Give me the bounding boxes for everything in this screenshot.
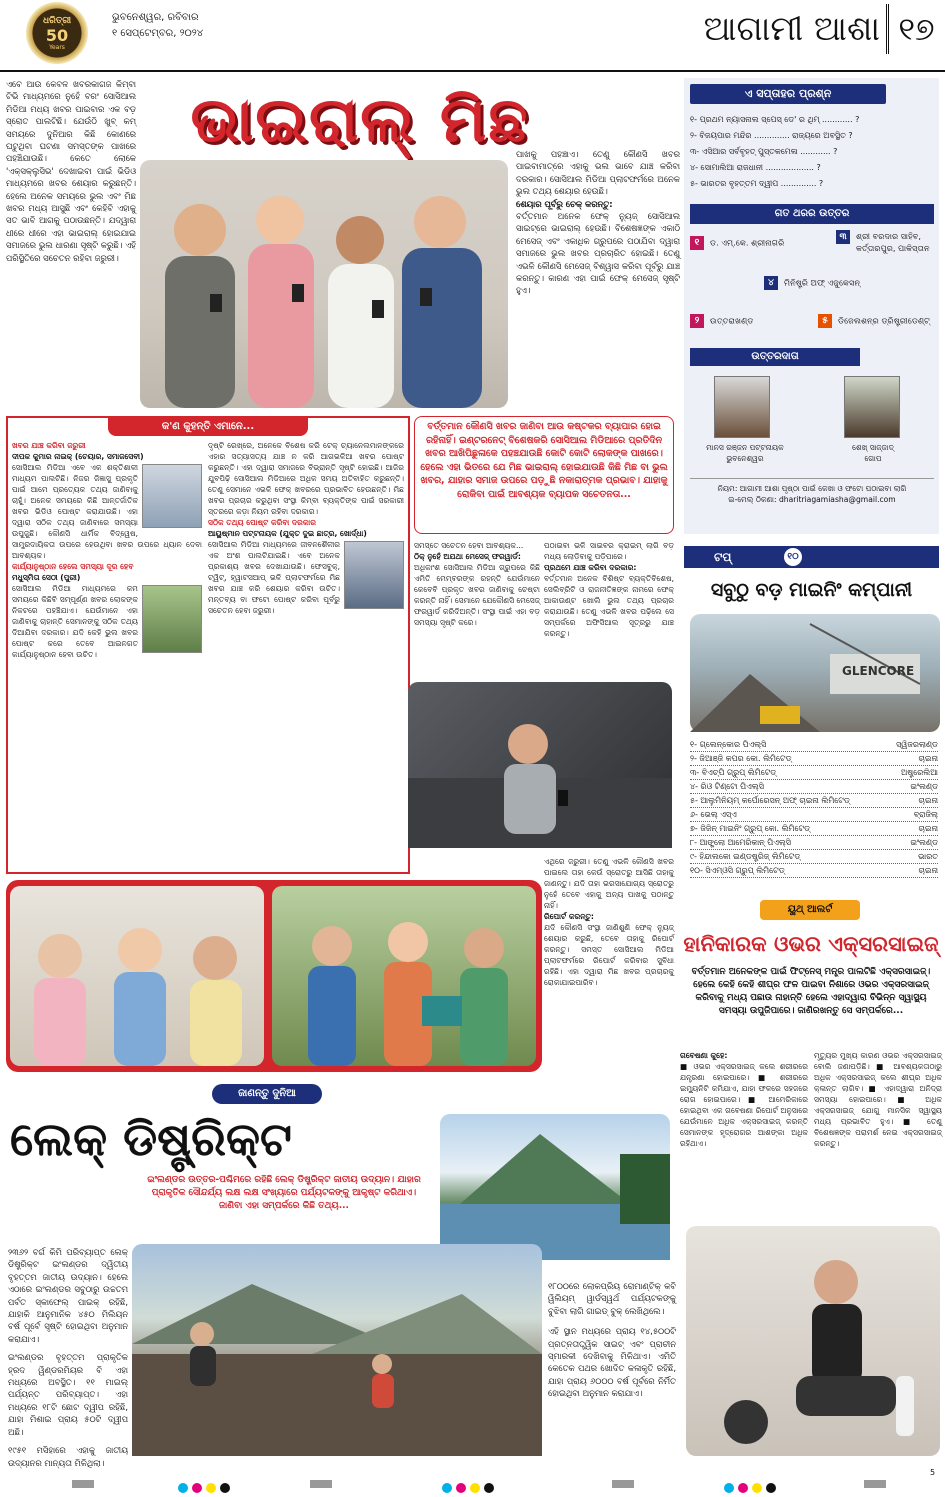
pullquote: ବର୍ତ୍ତମାନ କୌଣସି ଖବର ଜାଣିବା ଆଉ କଷ୍ଟକର ବ୍ୟାପାର ହୋଇ ରହିନାହିଁ। ଇଣ୍ଟରନେଟ୍ ବିଶେଷକରି ସୋସିଆଲ ମିଡିଆରେ ପ୍ରତିଦିନ ଖବର ଆଖିପିଛୁଳାକେ ପହଞ୍ଚଯାଉଛି କୋଟି କୋଟି ଲୋକଙ୍କ ପାଖରେ। ହେଲେ ଏହା ଭିତରେ ଯେ ମିଛ ଭାଇରାଲ୍ ହୋଇଯାଉଛି କିଛି ମିଛ ବା ଭୁଲ ଖବର, ଯାହାର ସମାଜ ଉପରେ ପଡ଼ୁଛି ନକାରାତ୍ମକ ପ୍ରଭାବ। ଯାହାକୁ ରୋକିବା ପାଇଁ ଆବଶ୍ୟକ ବ୍ୟାପକ ସଚେତନତା... <box>414 416 674 534</box>
answer-text: ଡ. ଏମ୍.କେ. ଶ୍ରୀନାଗରି <box>710 237 785 248</box>
answer-number: ୩ <box>836 230 850 244</box>
submission-note <box>690 478 934 505</box>
quiz-panel <box>684 78 939 534</box>
person3-quote: ସୋସିଆଲ ମିଡିଆ ମାଧ୍ୟମରେ ଜୀବନଶୈଳୀର ଏକ ଅଂଶ ପାଲଟିଯାଇଛି। ଏବେ ଅନେକ ପ୍ରକାଶ୍ୟ ଖବର ଦେଖାଯାଉଛି। ଫେସବୁକ୍, ଟ୍ୱିଟ୍, ହ୍ୱାଟସଆପ୍ ଭଳି ପ୍ଲାଟଫର୍ମରେ ମିଛ ଖବର ଯାଞ୍ଚ କରି ଶେୟାର କରିବା ଉଚିତ। ମନ୍ତବ୍ୟ ବା ଫଟୋ ପୋଷ୍ଟ କରିବା ପୂର୍ବରୁ ସଚେତନ ହେବା ଜରୁରୀ। <box>208 540 340 615</box>
company-name: ୫- ଆଲୁମିନିୟମ୍ କର୍ପୋରେସନ୍ ଅଫ୍ ଚାଇନା ଲିମିଟେଡ୍ <box>690 796 850 805</box>
lead-right-intro: ପାଖକୁ ପହଞ୍ଚାଏ। ତେଣୁ କୌଣସି ଖବର ପାଇବାମାତ୍ରେ ଏହାକୁ ଭଲ ଭାବେ ଯାଞ୍ଚ କରିବା ଦରକାର। ସୋସିଆଲ ମିଡିଆ ପ୍ଲାଟଫର୍ମରେ ଅନେକ ଭୁଲ ତଥ୍ୟ ଶେୟାର ହେଉଛି। <box>516 149 680 197</box>
lake-facts-left <box>8 1246 128 1468</box>
answer-text: ଶ୍ରୀ ବରଦାର ସାହିବ, କର୍ତ୍ତାରପୁର, ପାକିସ୍ତାନ <box>856 231 930 253</box>
list-item <box>690 864 938 878</box>
company-country: ଅଷ୍ଟ୍ରେଲିଆ <box>901 768 938 777</box>
list-item <box>690 780 938 794</box>
top10-label-text: ଟପ୍ <box>714 550 732 564</box>
dateline-date: ୧ ସେପ୍ଟେମ୍ବର, ୨୦୨୪ <box>112 28 204 39</box>
fact-item: ଏହି ସ୍ଥାନ ମଧ୍ୟରେ ପ୍ରାୟ ୧୪,୫୦୦ଟି ପ୍ରତ୍ନତାତ୍ତ୍ୱିକ ସାଇଟ୍ ଏବଂ ପ୍ରାଚୀନ ସ୍ମାରକୀ ଦେଖିବାକୁ ମିଳିଥାଏ। ଏମିତି କେତେକ ପଥର ଖୋଦିତ କଳାକୃତି ରହିଛି, ଯାହା ପ୍ରାୟ ୬୦୦୦ ବର୍ଷ ପୂର୍ବରେ ନିର୍ମିତ ହୋଇଥିବା ଅନୁମାନ କରାଯାଏ। <box>548 1326 676 1399</box>
answer-text: ମିନିଷ୍ଟ୍ରି ଅଫ୍ ଏଜୁକେସନ୍ <box>784 277 861 288</box>
girls-phones-photo <box>10 886 264 1066</box>
friends-illustration <box>140 160 508 408</box>
quiz-question: ୧- ପ୍ରଥମ ନ୍ୟାସନାଲ ସ୍ପେସ୍ ଡେ' ର ଥିମ୍ ............ ? <box>690 115 860 124</box>
company-name: ୧- ଗ୍ଲେନ୍‌କୋର ପିଏଲ୍‌ସି <box>690 740 767 749</box>
right-story-col2-a: ପଠାଇବା ଭଳି ସାଇବର କ୍ରାଇମ୍ ଲାଗି ବଡ଼ ମଧ୍ୟ ଲୋଡ଼ିବାକୁ ପଡ଼ିପାରେ। <box>544 541 674 561</box>
company-country: ଚାଇନା <box>918 866 938 875</box>
company-name: ୮- ଆଙ୍ଗ୍ଲୋ ଆମେରିକାନ୍ ପିଏଲ୍‌ସି <box>690 838 792 847</box>
logo-badge: 50 <box>45 26 69 45</box>
right-story-col1 <box>414 540 540 678</box>
youth-alert-col1 <box>680 1050 808 1200</box>
company-country: ଚାଇନା <box>918 754 938 763</box>
section-title: ଆଗାମୀ ଆଶା <box>703 9 880 49</box>
cmyk-marks <box>722 1478 778 1497</box>
list-item <box>690 766 938 780</box>
youth-alert-label: ୟୁଥ୍ ଆଲର୍ଟ <box>760 900 860 920</box>
company-name: ୨- ଜିଆଞ୍ଜି କପର କୋ. ଲିମିଟେଡ୍ <box>690 754 792 763</box>
answer-5 <box>818 314 938 328</box>
right-story-col2 <box>544 540 674 678</box>
answer-number: ୪ <box>764 276 778 290</box>
answer-text: ଡିଜେଲଶନ୍‌ର ଡ୍ରିଷ୍ଟ୍ରୀଡେଣ୍ଟ୍ <box>838 315 930 326</box>
list-item <box>690 794 938 808</box>
company-country: ଇଂଲଣ୍ଡ <box>910 838 938 847</box>
company-name: ୪- ରିଓ ଟିଣ୍ଟୋ ପିଏଲ୍‌ସି <box>690 782 764 791</box>
masthead <box>0 0 945 72</box>
winner2-place: ଗୋପ <box>864 454 882 463</box>
company-name: ୭- ଜିଜିନ୍ ମାଇନିଂ ଗ୍ରୁପ୍ କୋ. ଲିମିଟେଡ୍ <box>690 824 810 833</box>
submission-rule: ନିୟମ: ଆଗାମୀ ଆଶା ପୃଷ୍ଠା ପାଇଁ କେଖା ଓ ଫଟୋ ପଠାଇବା ଲାଗି <box>717 484 907 493</box>
quiz-question: ୩- ଏସିଆର ସର୍ବବୃହତ୍ ପୁସ୍ତକମେଳା ............ ? <box>690 147 838 156</box>
company-country: ବ୍ରାଜିଲ୍ <box>913 810 938 819</box>
lead-right-body: ବର୍ତ୍ତମାନ ଅନେକ ଫେକ୍ ନ୍ୟୁଜ୍ ସୋସିଆଲ ସାଇଟ୍‌ରେ ଭାଇରାଲ୍ ହେଉଛି। ବିଶେଷଜ୍ଞଙ୍କ ଏକାଠି ମେସେଜ୍ ଏବଂ ଏକାଧିକ ଗ୍ରୁପରେ ପଠାଯିବା ଦ୍ୱାରା ସମାଜରେ ଭୁଲ ଖବର ପ୍ରଚାରିତ ହୋଇଛି। ତେଣୁ ଏଭଳି କୌଣସି ମେସେଜ୍ ବିଶ୍ୱାସ କରିବା ପୂର୍ବରୁ ଯାଞ୍ଚ କରନ୍ତୁ। କାରଣ ଏହା ପାଇଁ ଫେକ୍ ମେସେଜ୍ ସୃଷ୍ଟି ହୁଏ। <box>516 211 680 296</box>
company-country: ସ୍ୱିଜରଲାଣ୍ଡ <box>896 740 938 749</box>
answer-text: ଉତ୍ତରାଖଣ୍ଡ <box>710 315 754 326</box>
world-deck: ଇଂଲଣ୍ଡର ଉତ୍ତର-ପଶ୍ଚିମରେ ରହିଛି ଲେକ୍ ଡିଷ୍ଟ୍ରିକ୍ଟ ଜାତୀୟ ଉଦ୍ୟାନ। ଯାହାର ପ୍ରାକୃତିକ ସୌନ୍ଦର୍ଯ୍ୟ ଲକ୍ଷ ଲକ୍ଷ ସଂଖ୍ୟାରେ ପର୍ଯ୍ୟଟକଙ୍କୁ ଆକୃଷ୍ଟ କରିଥାଏ। ଜାଣିବା ଏହା ସମ୍ପର୍କରେ କିଛି ତଥ୍ୟ... <box>147 1175 421 1211</box>
right-story-col2-b: ବର୍ତ୍ତମାନ ଅନେକ ବିଶିଷ୍ଟ ବ୍ୟକ୍ତିବିଶେଷ, ସେଲିବ୍ରିଟି ଓ ରାଜନୀତିଜ୍ଞଙ୍କ ନାମରେ ଫେକ୍ ଆକାଉଣ୍ଟ ଖୋଲି ଭୁଲ ତଥ୍ୟ ପ୍ରଚାର କରାଯାଉଛି। ତେଣୁ ଏଭଳି ଖବର ପଢ଼ିଲେ ସେ ସମ୍ପର୍କରେ ଅଫିସିଆଲ ସୂତ୍ରରୁ ଯାଞ୍ଚ କରନ୍ତୁ। <box>544 574 674 638</box>
cmyk-marks <box>440 1478 496 1497</box>
person3-name: ଆୟୁଷ୍ମାନ ପଟ୍ଟନାୟକ (ଯୁକ୍ତ ଦୁଇ ଛାତ୍ର, ଖୋର୍ଦ୍ଧା) <box>208 529 367 538</box>
intro-head: ଖବର ଯାଞ୍ଚ କରିବା ଜରୁରୀ <box>12 441 86 450</box>
opinion-title: କ'ଣ କୁହନ୍ତି ଏମାନେ... <box>108 418 308 436</box>
lower-right-story <box>544 856 674 1076</box>
fact-item: ଇଂଲଣ୍ଡର ବୃହତ୍ତମ ପ୍ରାକୃତିକ ହ୍ରଦ ୱିଣ୍ଡରମିୟର ବି ଏହା ମଧ୍ୟରେ ଅବସ୍ଥିତ। ୧୧ ମାଇଲ୍ ପର୍ଯ୍ୟନ୍ତ ପରିବ୍ୟାପ୍ତ। ଏହା ମଧ୍ୟରେ ୧୮ଟି ଛୋଟ ଦ୍ୱୀପ ରହିଛି, ଯାହା ମିଶାଇ ପ୍ରାୟ ୫୦ଟି ଦ୍ୱୀପ ଅଛି। <box>8 1352 128 1437</box>
fact-item: ୧୮୦୦ରେ ଲୋକପ୍ରିୟ ରୋମାଣ୍ଟିକ୍ କବି ୱିଲିୟମ୍ ୱାର୍ଡସ୍‌ୱର୍ଥ ପର୍ଯ୍ୟଟକଙ୍କୁ ବୁଝିବା ଲାଗି ଗାଇଡ୍ ବୁକ୍ ଲେଖିଥିଲେ। <box>548 1281 676 1316</box>
opinion-box <box>6 416 410 874</box>
logo <box>26 2 88 64</box>
gym-woman-photo <box>686 1226 940 1456</box>
dateline <box>112 10 262 50</box>
mining-photo <box>690 614 940 732</box>
company-name: ୩- ବିଏଚ୍‌ପି ଗ୍ରୁପ୍ ଲିମିଟେଡ୍ <box>690 768 777 777</box>
quiz-question: ୨- ବିଜୟପାର ମନ୍ଦିର .............. ରାଜ୍ୟରେ ଅବସ୍ଥିତ ? <box>690 131 853 140</box>
winner1-name: ମାନସ ରଞ୍ଜନ ପଟ୍ଟନାୟକ <box>706 443 784 452</box>
winner2-caption <box>818 442 928 464</box>
person2-name: ମଧୁସ୍ମିତା ସେଠୀ (ପୁରୀ) <box>12 573 81 582</box>
company-country: ଚାଇନା <box>918 824 938 833</box>
world-headline: ଲେକ୍ ଡିଷ୍ଟ୍ରିକ୍ଟ <box>10 1112 292 1166</box>
answer-2 <box>690 314 800 328</box>
list-item <box>690 836 938 850</box>
registration-bar <box>612 1480 634 1488</box>
list-item <box>690 752 938 766</box>
youth-alert-deck: ବର୍ତ୍ତମାନ ଅନେକଙ୍କ ପାଇଁ ଫିଟ୍‌ନେସ୍ ମନ୍ତ୍ର ପାଲଟିଛି ଏକ୍ସରସାଇଜ୍। ହେଲେ କେହି କେହି ଶୀଘ୍ର ଫଳ ପାଇବା ନିଶାରେ ଓଭର ଏକ୍ସରସାଇଜ୍ କରିବାକୁ ମଧ୍ୟ ପଛାଉ ନାହାନ୍ତି ହେଲେ ଏହାଦ୍ୱାରା ବିଭିନ୍ନ ସ୍ୱାସ୍ଥ୍ୟ ସମସ୍ୟା ଉପୁଜିପାରେ। ଜାଣିରଖନ୍ତୁ ସେ ସମ୍ପର୍କରେ... <box>691 967 931 1016</box>
youth-alert-col2: ମୃତ୍ୟୁର ମୁଖ୍ୟ କାରଣ ଓଭର ଏକ୍ସରସାଇଜ୍ ବୋଲି ଜଣାପଡ଼ିଛି। ■ ଆବଶ୍ୟକତାଠାରୁ ଅଧିକ ଏକ୍ସରସାଇଜ୍ କଲେ ଶୀଘ୍ର ଅଧିକ କ୍ଳାନ୍ତ ଲାଗିବ। ■ ଏହାଦ୍ୱାରା ଅନିଦ୍ରା ସମସ୍ୟା ହୋଇପାରେ। ■ ଅଧିକ ଏକ୍ସରସାଇଜ୍ ଯୋଗୁ ମାନସିକ ସ୍ୱାସ୍ଥ୍ୟ ମଧ୍ୟ ପ୍ରଭାବିତ ହୁଏ। ■ ତେଣୁ ବିଶେଷଜ୍ଞଙ୍କ ପରାମର୍ଶ ନେଇ ଏକ୍ସରସାଇଜ୍ କରନ୍ତୁ। <box>814 1051 942 1148</box>
sad-man-illustration <box>408 682 672 848</box>
list-item <box>690 808 938 822</box>
print-marks-footer <box>0 1468 945 1497</box>
registration-bar <box>72 1480 94 1488</box>
company-country: ଇଂଲଣ୍ଡ <box>910 782 938 791</box>
right-story-col1-b: ଅଧିକାଂଶ ସୋସିଆଲ ମିଡିଆ ଗ୍ରୁପରେ କିଛି ଏମିତି ମେମ୍ବରଙ୍କ ରହନ୍ତି ଯେଉଁମାନେ କେବେବି ପ୍ରକୃତ ଖବର ଜାଣିବାକୁ ଚେଷ୍ଟା କରନ୍ତି ନାହିଁ। ସେମାନେ ଯେକୌଣସି ମେସେଜ୍ ଫରୱାର୍ଡ କରିଦିଅନ୍ତି। ସଂସ୍ଥା ପାଇଁ ଏହା ବଡ଼ ସମସ୍ୟା ସୃଷ୍ଟି କରେ। <box>414 563 540 627</box>
sad-man-phone-photo <box>408 682 672 848</box>
quiz-question: ୪- ସୋମାଲିଆ ରାଜଧାନୀ ................... ? <box>690 163 821 172</box>
logo-years: Years <box>49 44 65 51</box>
winners-title: ଉତ୍ତରଦାତା <box>690 348 860 366</box>
hikers-illustration <box>132 1244 542 1456</box>
top10-title: ସବୁଠୁ ବଡ଼ ମାଇନିଂ କମ୍ପାନୀ <box>710 579 913 601</box>
girls-illustration <box>10 886 264 1066</box>
logo-text: ଧରିତ୍ରୀ <box>42 16 72 26</box>
answer-4 <box>764 276 934 290</box>
person1-photo <box>142 464 202 528</box>
registration-bar <box>310 1480 332 1488</box>
answer-1 <box>690 236 830 250</box>
fact-item: ୧୯୫୧ ମସିହାରେ ଏହାକୁ ଜାତୀୟ ଉଦ୍ୟାନର ମାନ୍ୟତା ମିଳିଥିଲା। <box>8 1445 128 1468</box>
mining-photo-sign: GLENCORE <box>842 664 915 678</box>
top10-label <box>684 546 939 568</box>
opinion-col2 <box>208 440 404 870</box>
subhead-dont-forward: ଠିକ୍ ନୁହେଁ ଅଯଥା ମେସେଜ୍ ଫରୱାର୍ଡ: <box>414 552 521 561</box>
lower-text-2: ଯଦି କୌଣସି ସଂସ୍ଥା ଜାଣିଶୁଣି ଫେକ୍ ନ୍ୟୁଜ୍ ଶେୟାର କରୁଛି, ତେବେ ତାହାକୁ ରିପୋର୍ଟ କରନ୍ତୁ। ସମସ୍ତ ସୋସିଆଲ ମିଡିଆ ପ୍ଲାଟଫର୍ମରେ ରିପୋର୍ଟ କରିବାର ସୁବିଧା ରହିଛି। ଏହା ଦ୍ୱାରା ମିଛ ଖବର ପ୍ରଚାରକୁ ରୋକାଯାଇପାରିବ। <box>544 923 674 987</box>
quiz-questions <box>690 112 934 204</box>
company-name: ୧୦- ସିଏମ୍‌ଓସି ଗ୍ରୁପ୍ ଲିମିଟେଡ୍ <box>690 866 785 875</box>
hero-photo-friends-phones <box>140 160 508 408</box>
main-headline: ଭାଇରାଲ୍ ମିଛ <box>190 83 530 156</box>
right-story-col1-a: ସମସ୍ତେ ସଚେତନ ହେବା ଆବଶ୍ୟକ... <box>414 541 524 550</box>
quiz-title: ଏ ସପ୍ତାହର ପ୍ରଶ୍ନ <box>690 84 886 104</box>
subhead-check-before-share: ଶେୟାର ପୂର୍ବରୁ ଚେକ୍ କରନ୍ତୁ: <box>516 198 613 209</box>
page-number: ୧୭ <box>886 4 944 54</box>
company-country: ଚାଇନା <box>918 796 938 805</box>
registration-bar <box>864 1480 886 1488</box>
students-illustration <box>272 886 536 1066</box>
quiz-question: ୫- ଭାରତର ବୃହତ୍ତମ ଦ୍ୱୀପ .............. ? <box>690 179 824 188</box>
subhead-verify-first: ପ୍ରଥମେ ଯାଞ୍ଚ କରିବା ଦରକାର: <box>544 563 637 572</box>
subhead-action: କାର୍ଯ୍ୟାନୁଷ୍ଠାନ ହେଲେ ସମସ୍ୟା ଦୂର ହେବ <box>12 562 134 571</box>
answer-number: ୧ <box>690 236 704 250</box>
lead-right-text <box>516 148 680 410</box>
youth-alert-headline: ହାନିକାରକ ଓଭର ଏକ୍ସରସାଇଜ୍ <box>683 932 939 956</box>
person2-photo <box>142 585 202 653</box>
person1-quote: ସୋସିଆଲ ମିଡିଆ ଏବେ ଏକ ଶକ୍ତିଶାଳୀ ମାଧ୍ୟମ ପାଲଟିଛି। ନିଜର ଜିଜ୍ଞାସୁ ପ୍ରକୃତି ପାଇଁ ଆମେ ପ୍ରତ୍ୟେକ ତଥ୍ୟ ଜାଣିବାକୁ ଚାହୁଁ। ଅନେକ ସମୟରେ କିଛି ଆନ୍ତର୍ଜାତିକ ଖବର ଭିଡିଓ ପୋଷ୍ଟ କରାଯାଉଛି। ଏହା ଦ୍ୱାରା ସଠିକ ତଥ୍ୟ ଜାଣିବାରେ ସମସ୍ୟା ଉପୁଜୁଛି। କୌଣସି ଧାର୍ମିକ ବିଦ୍ୱେଷ, ସାମ୍ପ୍ରଦାୟିକତା ଉପରେ ହେଉଥିବା ଖବର ଉପରେ ଧ୍ୟାନ ଦେବା ଆବଶ୍ୟକ। <box>12 463 202 560</box>
answer-number: ୫ <box>818 314 832 328</box>
person3-photo <box>344 541 404 609</box>
opinion-mid-text: ଦୃଷ୍ଟି ରେଖ୍‌ରେ, ଅନେକେ ବିଶେଷ କରି ଟେକ୍ ଚ୍ୟାନେଲମାନଙ୍କରେ ଏହାର ସତ୍ୟାସତ୍ୟ ଯାଞ୍ଚ ନ କରି ଆଗଭଳିଆ ଖବର ପୋଷ୍ଟ କରୁଛନ୍ତି। ଏହା ଦ୍ୱାରା ସମାଜରେ ବିଭ୍ରାନ୍ତି ସୃଷ୍ଟି ହୋଇଛି। ଆଜିର ଯୁବପିଢ଼ି ସୋସିଆଲ ମିଡିଆରେ ଅଧିକ ସମୟ ଅତିବାହିତ କରୁଛନ୍ତି। ତେଣୁ ସେମାନେ ଏଭଳି ଫେକ୍ ଖବରରେ ପ୍ରଭାବିତ ହେଉଛନ୍ତି। ମିଛ ଖବର ପ୍ରଚାର କରୁଥିବା ସଂସ୍ଥା କିମ୍ବା ବ୍ୟକ୍ତିଙ୍କ ପାଇଁ ସରକାରୀ ସ୍ତରରେ କଡ଼ା ନିୟମ ରହିବା ଦରକାର। <box>208 441 404 516</box>
company-country: ଭାରତ <box>918 852 938 861</box>
cmyk-marks <box>176 1478 232 1497</box>
world-label: ଜାଣନ୍ତୁ ଦୁନିଆ <box>212 1084 322 1104</box>
person1-name: ଦୀପକ କୁମାର ନାଇକ୍ (ଚେୟାର, ସମାଜସେବୀ) <box>12 452 144 461</box>
top10-badge: ୧୦ <box>784 548 802 566</box>
subhead-correct-info: ସଠିକ ତଥ୍ୟ ପୋଷ୍ଟ କରିବା ଦରକାର <box>208 518 317 527</box>
list-item <box>690 850 938 864</box>
list-item <box>690 822 938 836</box>
gym-illustration <box>686 1226 940 1456</box>
lead-left-text: ଏବେ ଆଉ କେବଳ ଖବରକାଗଜ କିମ୍ବା ଟିଭି ମାଧ୍ୟମରେ ନୁହେଁ ବରଂ ସୋସିଆଲ ମିଡିଆ ମଧ୍ୟ ଖବର ପାଇବାର ଏକ ବଡ଼ ସ୍ରୋତ ପାଲଟିଛି। ଯେଉଁଠି ଖୁବ୍ କମ୍ ସମୟରେ ଦୁନିଆର କିଛି କୋଣରେ ଘଟୁଥିବା ଘଟଣା ସମସ୍ତଙ୍କ ପାଖରେ ପହଞ୍ଚିଯାଉଛି। କେତେ ଲୋକେ 'ଏକ୍ସକ୍ଲୁସିଭ' ଦେଖାଇବା ପାଇଁ ଭିଡିଓ ମାଧ୍ୟମରେ ଖବର ଶେୟାର କରୁଛନ୍ତି। ହେଲେ ଅନେକ ସମୟରେ ଭୁଲ ଏବଂ ମିଛ ଖବର ମଧ୍ୟ ଆସୁଛି ଏବଂ କେହିବି ଏହାକୁ ସତ ଭାବି ଆଗକୁ ପଠାଉଛନ୍ତି। ଯଦ୍ୱାରା ଧୀରେ ଧୀରେ ଏହା ଭାଇରାଲ୍ ହୋଇଯାଇ ସମାଜରେ ଭୁଲ ଧାରଣା ସୃଷ୍ଟି କରୁଛି। ଏହି ପରିସ୍ଥିତିରେ ସଚେତନ ରହିବା ଜରୁରୀ। <box>6 79 136 263</box>
person2-quote: ସୋସିଆଲ ମିଡିଆ ମାଧ୍ୟମରେ କମ ସମୟରେ କିଛିବି ସମ୍ପୂର୍ଣ୍ଣ ଖବର ଲୋକଙ୍କ ନିକଟରେ ପହଞ୍ଚିଯାଏ। ଯେଉଁମାନେ ଏହା ଜାଣିବାକୁ ଚାହାନ୍ତି ସେମାନଙ୍କୁ ସଠିକ ତଥ୍ୟ ଦିଆଯିବା ଦରକାର। ଯଦି କେହି ଭୁଲ ଖବର ପୋଷ୍ଟ କରେ ତେବେ ଆଇନଗତ କାର୍ଯ୍ୟାନୁଷ୍ଠାନ ହେବା ଉଚିତ। <box>12 584 138 659</box>
opinion-col1 <box>12 440 202 870</box>
list-item <box>690 738 938 752</box>
company-name: ୯- ହିନ୍ଦାଲକୋ ଇଣ୍ଡଷ୍ଟ୍ରିଜ୍ ଲିମିଟେଡ୍ <box>690 852 801 861</box>
students-phones-photo <box>272 886 536 1066</box>
winner2-photo <box>844 376 900 438</box>
lower-text-1: ଏଥିରେ ଜରୁରୀ। ତେଣୁ ଏଭଳି କୌଣସି ଖବର ପାଇଲେ ତାହା କେଉଁ ସ୍ରୋତରୁ ଆସିଛି ତାହାକୁ ଜାଣନ୍ତୁ। ଯଦି ତାହା ଭରସାଯୋଗ୍ୟ ସ୍ରୋତରୁ ନୁହେଁ ତେବେ ଏହାକୁ ଅନ୍ୟ ପାଖକୁ ପଠାନ୍ତୁ ନାହିଁ। <box>544 857 674 910</box>
submission-email: ଇ-ମେଲ୍ ଠିକଣା: dharitriagamiasha@gmail.com <box>728 495 896 504</box>
answers-grid <box>690 230 934 340</box>
winner1-caption <box>690 442 800 464</box>
lake-facts-right <box>548 1280 676 1460</box>
answers-title: ଗତ ଥରର ଉତ୍ତର <box>690 204 934 224</box>
subhead-report: ରିପୋର୍ଟ କରନ୍ତୁ: <box>544 912 594 921</box>
page-corner-number: 5 <box>930 1468 936 1477</box>
answer-number: ୨ <box>690 314 704 328</box>
hikers-photo <box>132 1244 542 1456</box>
research-subhead: ଗବେଷଣା କୁହେ: <box>680 1051 728 1060</box>
lake-mountain-photo <box>440 1114 670 1260</box>
fact-item: ୨୩୬୨ ବର୍ଗ କିମି ପରିବ୍ୟାପ୍ତ ଲେକ୍ ଡିଷ୍ଟ୍ରିକ୍ଟ ଇଂଲଣ୍ଡର ଦ୍ୱିତୀୟ ବୃହତ୍ତମ ଜାତୀୟ ଉଦ୍ୟାନ। ହେଲେ ଏଠାରେ ଇଂଲଣ୍ଡର ସବୁଠାରୁ ଉଚ୍ଚତମ ପର୍ବତ ସ୍କାଫେଲ୍ ପାଇକ୍ ରହିଛି, ଯାହାକି ଆନୁମାନିକ ୪୫୦ ମିଲିୟନ ବର୍ଷ ପୂର୍ବେ ସୃଷ୍ଟି ହୋଇଥିବା ଅନୁମାନ କରାଯାଏ। <box>8 1247 128 1344</box>
answer-3 <box>836 230 936 254</box>
winner2-name: ଶେଖ୍ ସାଜ୍ଜାଦ୍ <box>852 443 894 452</box>
top10-list <box>690 738 938 886</box>
winner1-place: ଭୁବନେଶ୍ୱର <box>726 454 764 463</box>
research-text: ■ ଓଭର ଏକ୍ସରସାଇଜ୍ କଲେ ଶରୀରରେ ଯନ୍ତ୍ରଣା ହୋଇପାରେ। ■ ଶରୀରରେ ଇମ୍ୟୁନିଟି କମିଯାଏ, ଯାହା ଫଳରେ ସହଜରେ ରୋଗ ହୋଇପାରେ। ■ ଆମେରିକାରେ ହୋଇଥିବା ଏକ ଗବେଷଣା ରିପୋର୍ଟ ଅନୁସାରେ ଯେଉଁମାନେ ଅଧିକ ଏକ୍ସରସାଇଜ୍ କରନ୍ତି ସେମାନଙ୍କ ହୃଦ୍‌ରୋଗର ଆଶଙ୍କା ଅଧିକ ରହିଥାଏ। <box>680 1062 808 1148</box>
winner1-photo <box>714 376 770 438</box>
company-name: ୬- ଭେଲ୍ ଏସ୍‌ଏ <box>690 810 737 819</box>
lake-illustration <box>440 1114 670 1260</box>
dateline-city: ଭୁବନେଶ୍ୱର, ରବିବାର <box>112 12 199 23</box>
